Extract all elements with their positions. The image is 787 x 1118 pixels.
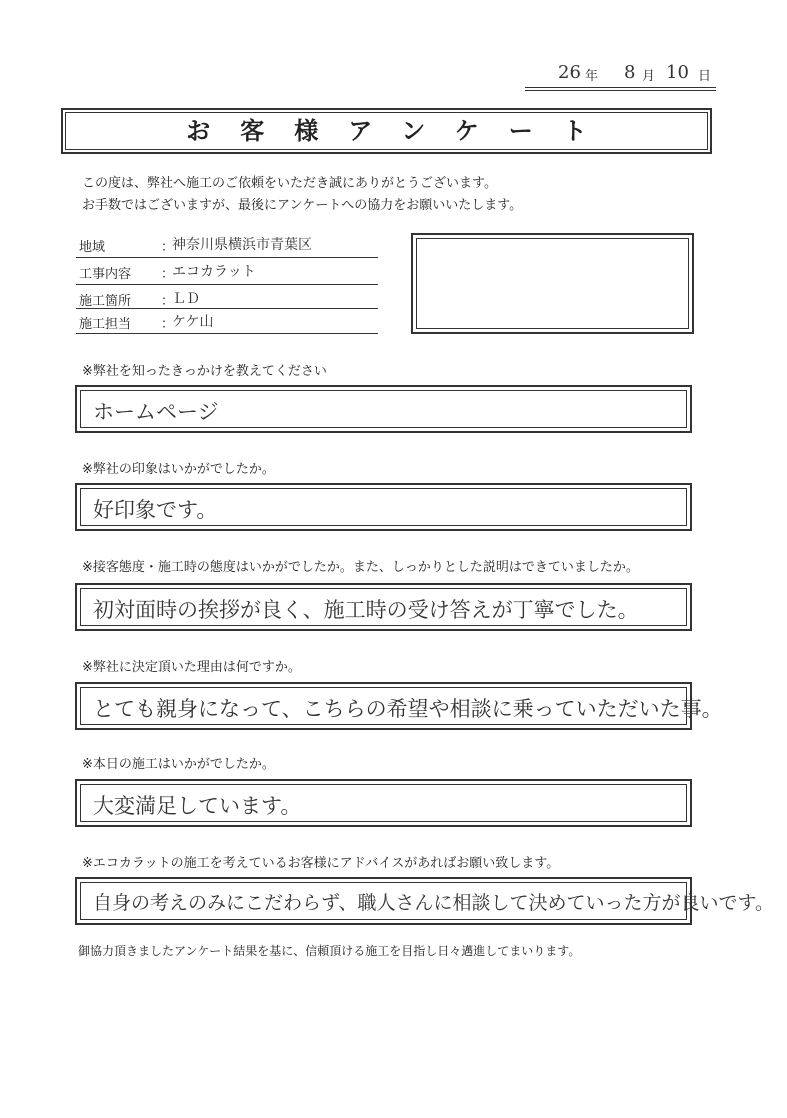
info-colon: ：: [161, 317, 175, 332]
answer-box-6: [75, 877, 774, 925]
info-row-work: [76, 260, 376, 282]
date-day-unit: 日: [698, 69, 712, 84]
info-label: 施工箇所: [79, 294, 132, 309]
answer-3: 初対面時の挨拶が良く、施工時の受け答えが丁寧でした。: [93, 598, 639, 622]
info-row-area: [76, 233, 376, 255]
date-month-unit: 月: [642, 69, 656, 84]
info-label: 工事内容: [79, 267, 132, 282]
answer-box-4: [75, 682, 723, 730]
info-row-location: [76, 287, 376, 309]
date-year-unit: 年: [585, 69, 599, 84]
info-colon: ：: [161, 294, 175, 309]
date-day: 10: [666, 62, 689, 83]
intro-line-1: この度は、弊社へ施工のご依頼をいただき誠にありがとうございます。: [82, 176, 497, 191]
answer-box-3: [75, 583, 692, 631]
question-1: ※弊社を知ったきっかけを教えてください: [82, 364, 327, 379]
info-value: 神奈川県横浜市青葉区: [172, 237, 312, 253]
info-divider: [76, 308, 378, 309]
answer-6: 自身の考えのみにこだわらず、職人さんに相談して決めていった方が良いです。: [93, 892, 774, 914]
answer-5: 大変満足しています。: [93, 794, 302, 818]
footer-note: 御協力頂きましたアンケート結果を基に、信頼頂ける施工を目指し日々邁進してまいります。: [78, 944, 581, 958]
info-value: エコカラット: [172, 264, 256, 280]
answer-1: ホームページ: [93, 400, 219, 424]
question-6: ※エコカラットの施工を考えているお客様にアドバイスがあればお願い致します。: [82, 856, 560, 871]
answer-box-5: [75, 779, 692, 827]
answer-4: とても親身になって、こちらの希望や相談に乗っていただいた事。: [93, 697, 723, 721]
question-2: ※弊社の印象はいかがでしたか。: [82, 462, 275, 477]
intro-line-2: お手数ではございますが、最後にアンケートへの協力をお願いいたします。: [82, 198, 523, 213]
stamp-box: [411, 233, 694, 334]
date-underline: [525, 87, 716, 88]
answer-box-2: [75, 483, 692, 531]
date-underline-double: [525, 90, 716, 91]
survey-date: [528, 62, 716, 86]
info-divider: [76, 284, 378, 285]
date-year: 26: [558, 62, 581, 83]
answer-2: 好印象です。: [93, 498, 218, 522]
date-month: 8: [624, 62, 636, 83]
answer-box-1: [75, 385, 692, 433]
page-title: お客様アンケート: [65, 112, 708, 150]
info-label: 地域: [79, 240, 106, 255]
info-label: 施工担当: [79, 317, 132, 332]
info-colon: ：: [161, 267, 175, 282]
info-value: ＬＤ: [172, 291, 200, 307]
question-5: ※本日の施工はいかがでしたか。: [82, 757, 275, 772]
question-4: ※弊社に決定頂いた理由は何ですか。: [82, 660, 301, 675]
question-3: ※接客態度・施工時の態度はいかがでしたか。また、しっかりとした説明はできていましたか。: [82, 560, 639, 575]
info-value: ケケ山: [172, 314, 214, 330]
info-divider: [76, 333, 378, 334]
info-colon: ：: [161, 240, 175, 255]
info-row-staff: [76, 310, 376, 332]
info-divider: [76, 257, 378, 258]
